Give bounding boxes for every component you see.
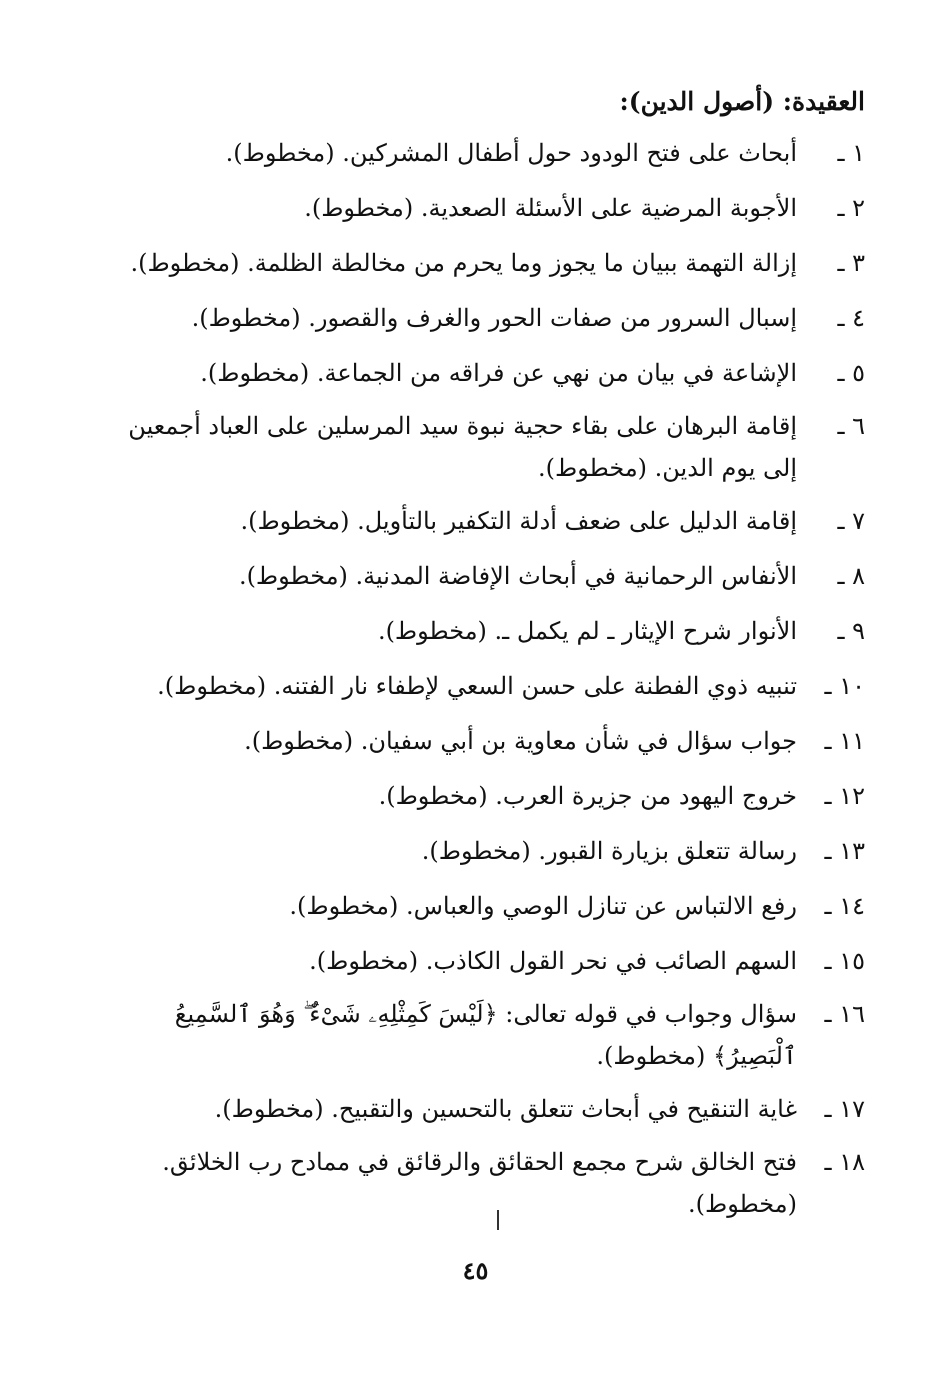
list-item	[105, 295, 865, 341]
item-number: ٩ ـ	[837, 617, 865, 645]
item-number: ٤ ـ	[837, 304, 865, 332]
item-text: تنبيه ذوي الفطنة على حسن السعي لإطفاء نار الفتنه. (مخطوط).	[157, 672, 797, 700]
item-text: الإشاعة في بيان من نهي عن فراقه من الجماعة. (مخطوط).	[200, 359, 797, 387]
list-item	[105, 993, 865, 1077]
item-number: ٣ ـ	[837, 249, 865, 277]
item-text: الأنوار شرح الإيثار ـ لم يكمل ـ. (مخطوط).	[377, 617, 797, 645]
item-text: غاية التنقيح في أبحاث تتعلق بالتحسين والتقبيح. (مخطوط).	[214, 1095, 797, 1123]
item-text: الأنفاس الرحمانية في أبحاث الإفاضة المدنية. (مخطوط).	[238, 562, 797, 590]
item-number: ١٠ ـ	[824, 672, 865, 700]
list-item	[105, 240, 865, 286]
item-number: ٨ ـ	[837, 562, 865, 590]
item-text: سؤال وجواب في قوله تعالى: ﴿لَيْسَ كَمِثْلِهِۦ شَىْءٌ ۖ وَهُوَ ٱلسَّمِيعُ ٱلْبَصِيرُ﴾ (مخطوط).	[174, 1000, 797, 1070]
list-item	[105, 883, 865, 929]
item-text: رفع الالتباس عن تنازل الوصي والعباس. (مخطوط).	[289, 892, 797, 920]
list-item	[105, 663, 865, 709]
list-item	[105, 773, 865, 819]
list-item	[105, 185, 865, 231]
item-text: رسالة تتعلق بزيارة القبور. (مخطوط).	[421, 837, 797, 865]
item-number: ١ ـ	[837, 139, 865, 167]
item-number: ٦ ـ	[837, 412, 865, 440]
list-item	[105, 405, 865, 489]
list-item	[105, 1141, 865, 1225]
item-text: جواب سؤال في شأن معاوية بن أبي سفيان. (مخطوط).	[244, 727, 797, 755]
item-number: ٧ ـ	[837, 507, 865, 535]
list-item	[105, 938, 865, 984]
list-item	[105, 553, 865, 599]
page-number: ٤٥	[462, 1256, 489, 1285]
item-text: أبحاث على فتح الودود حول أطفال المشركين. (مخطوط).	[225, 139, 797, 167]
list-item	[105, 828, 865, 874]
item-number: ٢ ـ	[837, 194, 865, 222]
list-item	[105, 350, 865, 396]
item-number: ١٣ ـ	[824, 837, 865, 865]
list-item	[105, 718, 865, 764]
item-text: خروج اليهود من جزيرة العرب. (مخطوط).	[378, 782, 797, 810]
item-number: ١٤ ـ	[824, 892, 865, 920]
item-text: الأجوبة المرضية على الأسئلة الصعدية. (مخطوط).	[304, 194, 797, 222]
item-text: إقامة الدليل على ضعف أدلة التكفير بالتأويل. (مخطوط).	[240, 507, 797, 535]
item-number: ١١ ـ	[824, 727, 865, 755]
list-item	[105, 1086, 865, 1132]
item-number: ١٢ ـ	[824, 782, 865, 810]
item-number: ١٦ ـ	[824, 1000, 865, 1028]
item-text: إسبال السرور من صفات الحور والغرف والقصور. (مخطوط).	[191, 304, 797, 332]
item-text: فتح الخالق شرح مجمع الحقائق والرقائق في ممادح رب الخلائق. (مخطوط).	[162, 1148, 797, 1218]
print-mark	[497, 1210, 499, 1230]
works-list	[105, 130, 865, 1234]
item-text: إقامة البرهان على بقاء حجية نبوة سيد المرسلين على العباد أجمعين إلى يوم الدين. (مخطوط).	[128, 412, 797, 482]
item-text: إزالة التهمة ببيان ما يجوز وما يحرم من مخالطة الظلمة. (مخطوط).	[130, 249, 797, 277]
item-number: ١٥ ـ	[824, 947, 865, 975]
item-text: السهم الصائب في نحر القول الكاذب. (مخطوط).	[309, 947, 797, 975]
item-number: ٥ ـ	[837, 359, 865, 387]
list-item	[105, 498, 865, 544]
list-item	[105, 608, 865, 654]
item-number: ١٧ ـ	[824, 1095, 865, 1123]
item-number: ١٨ ـ	[824, 1148, 865, 1176]
list-item	[105, 130, 865, 176]
section-heading: العقيدة: (أصول الدين):	[619, 87, 865, 116]
